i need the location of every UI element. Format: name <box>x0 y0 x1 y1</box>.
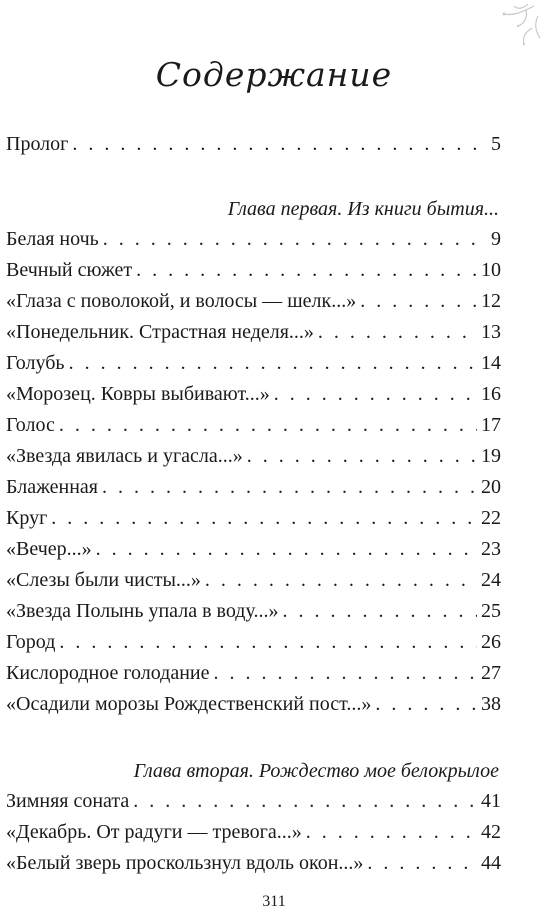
toc-entry-label: «Понедельник. Страстная неделя...» <box>6 321 314 343</box>
toc-entry <box>6 538 501 569</box>
toc-entry <box>6 569 501 600</box>
dot-leader <box>96 538 477 561</box>
dot-leader <box>133 790 477 813</box>
toc-entry-page: 19 <box>481 445 501 467</box>
dot-leader <box>375 693 477 716</box>
page-number: 311 <box>262 893 286 910</box>
toc-entry-label: Голубь <box>6 352 65 374</box>
toc-entry <box>6 259 501 290</box>
dot-leader <box>360 290 477 313</box>
toc-entry-label: Кислородное голодание <box>6 662 210 684</box>
toc-entry-label: Круг <box>6 507 48 529</box>
dot-leader <box>103 228 487 251</box>
dot-leader <box>282 600 477 623</box>
toc-entry-label: «Звезда Полынь упала в воду...» <box>6 600 279 622</box>
toc-entry-label: «Осадили морозы Рождественский пост...» <box>6 693 372 715</box>
dot-leader <box>205 569 477 592</box>
toc-entry-page: 17 <box>481 414 501 436</box>
toc-entry <box>6 852 501 883</box>
toc-entry-page: 25 <box>481 600 501 622</box>
dot-leader <box>59 631 477 654</box>
dot-leader <box>136 259 477 282</box>
toc-entry-page: 27 <box>481 662 501 684</box>
toc-entry-page: 16 <box>481 383 501 405</box>
page-title: Содержание <box>155 55 393 94</box>
dot-leader <box>214 662 477 685</box>
toc-entry <box>6 414 501 445</box>
toc-entry <box>6 790 501 821</box>
toc-entry <box>6 290 501 321</box>
dot-leader <box>102 476 477 499</box>
toc-entry-label: Голос <box>6 414 55 436</box>
toc-entry-label: Вечный сюжет <box>6 259 133 281</box>
toc-entry-label: Белая ночь <box>6 228 99 250</box>
toc-entry-page: 23 <box>481 538 501 560</box>
toc-entry <box>6 693 501 724</box>
toc-entry <box>6 445 501 476</box>
dot-leader <box>306 821 477 844</box>
dot-leader <box>69 352 477 375</box>
toc-entry-page: 24 <box>481 569 501 591</box>
toc-entry-prolog <box>6 133 501 164</box>
dot-leader <box>59 414 477 437</box>
toc-entry-page: 44 <box>481 852 501 874</box>
toc-entry <box>6 507 501 538</box>
toc-entry-label: Зимняя соната <box>6 790 130 812</box>
toc-entry-page: 14 <box>481 352 501 374</box>
chapter-heading-1: Глава первая. Из книги бытия... <box>227 198 499 220</box>
toc-entry-label: «Звезда явилась и угасла...» <box>6 445 243 467</box>
toc-entry-page: 10 <box>481 259 501 281</box>
toc-entry <box>6 228 501 259</box>
toc-entry-page: 38 <box>481 693 501 715</box>
toc-entry-page: 22 <box>481 507 501 529</box>
toc-entry-label: «Декабрь. От радуги — тревога...» <box>6 821 302 843</box>
toc-entry-page: 42 <box>481 821 501 843</box>
toc-entry-page: 5 <box>491 133 501 155</box>
toc-entry-page: 41 <box>481 790 501 812</box>
toc-entry <box>6 631 501 662</box>
toc-entry <box>6 821 501 852</box>
toc-entry-label: Блаженная <box>6 476 98 498</box>
toc-entry-label: «Глаза с поволокой, и волосы — шелк...» <box>6 290 357 312</box>
dot-leader <box>367 852 477 875</box>
toc-entry-page: 13 <box>481 321 501 343</box>
toc-entry-page: 12 <box>481 290 501 312</box>
toc-entry-page: 20 <box>481 476 501 498</box>
table-of-contents <box>6 133 501 883</box>
toc-entry <box>6 600 501 631</box>
dot-leader <box>247 445 477 468</box>
toc-entry <box>6 476 501 507</box>
toc-entry <box>6 662 501 693</box>
toc-entry-label: Пролог <box>6 133 69 155</box>
toc-entry-label: Город <box>6 631 56 653</box>
chapter-heading-2: Глава вторая. Рождество мое белокрылое <box>133 760 499 782</box>
toc-entry <box>6 321 501 352</box>
toc-entry-page: 26 <box>481 631 501 653</box>
dot-leader <box>318 321 477 344</box>
toc-entry <box>6 383 501 414</box>
corner-flourish-ornament <box>474 2 544 62</box>
toc-entry-label: «Морозец. Ковры выбивают...» <box>6 383 270 405</box>
dot-leader <box>72 133 487 156</box>
dot-leader <box>51 507 477 530</box>
dot-leader <box>274 383 477 406</box>
toc-entry-page: 9 <box>491 228 501 250</box>
toc-entry-label: «Слезы были чисты...» <box>6 569 201 591</box>
toc-entry-label: «Белый зверь проскользнул вдоль окон...» <box>6 852 364 874</box>
toc-entry <box>6 352 501 383</box>
toc-entry-label: «Вечер...» <box>6 538 92 560</box>
